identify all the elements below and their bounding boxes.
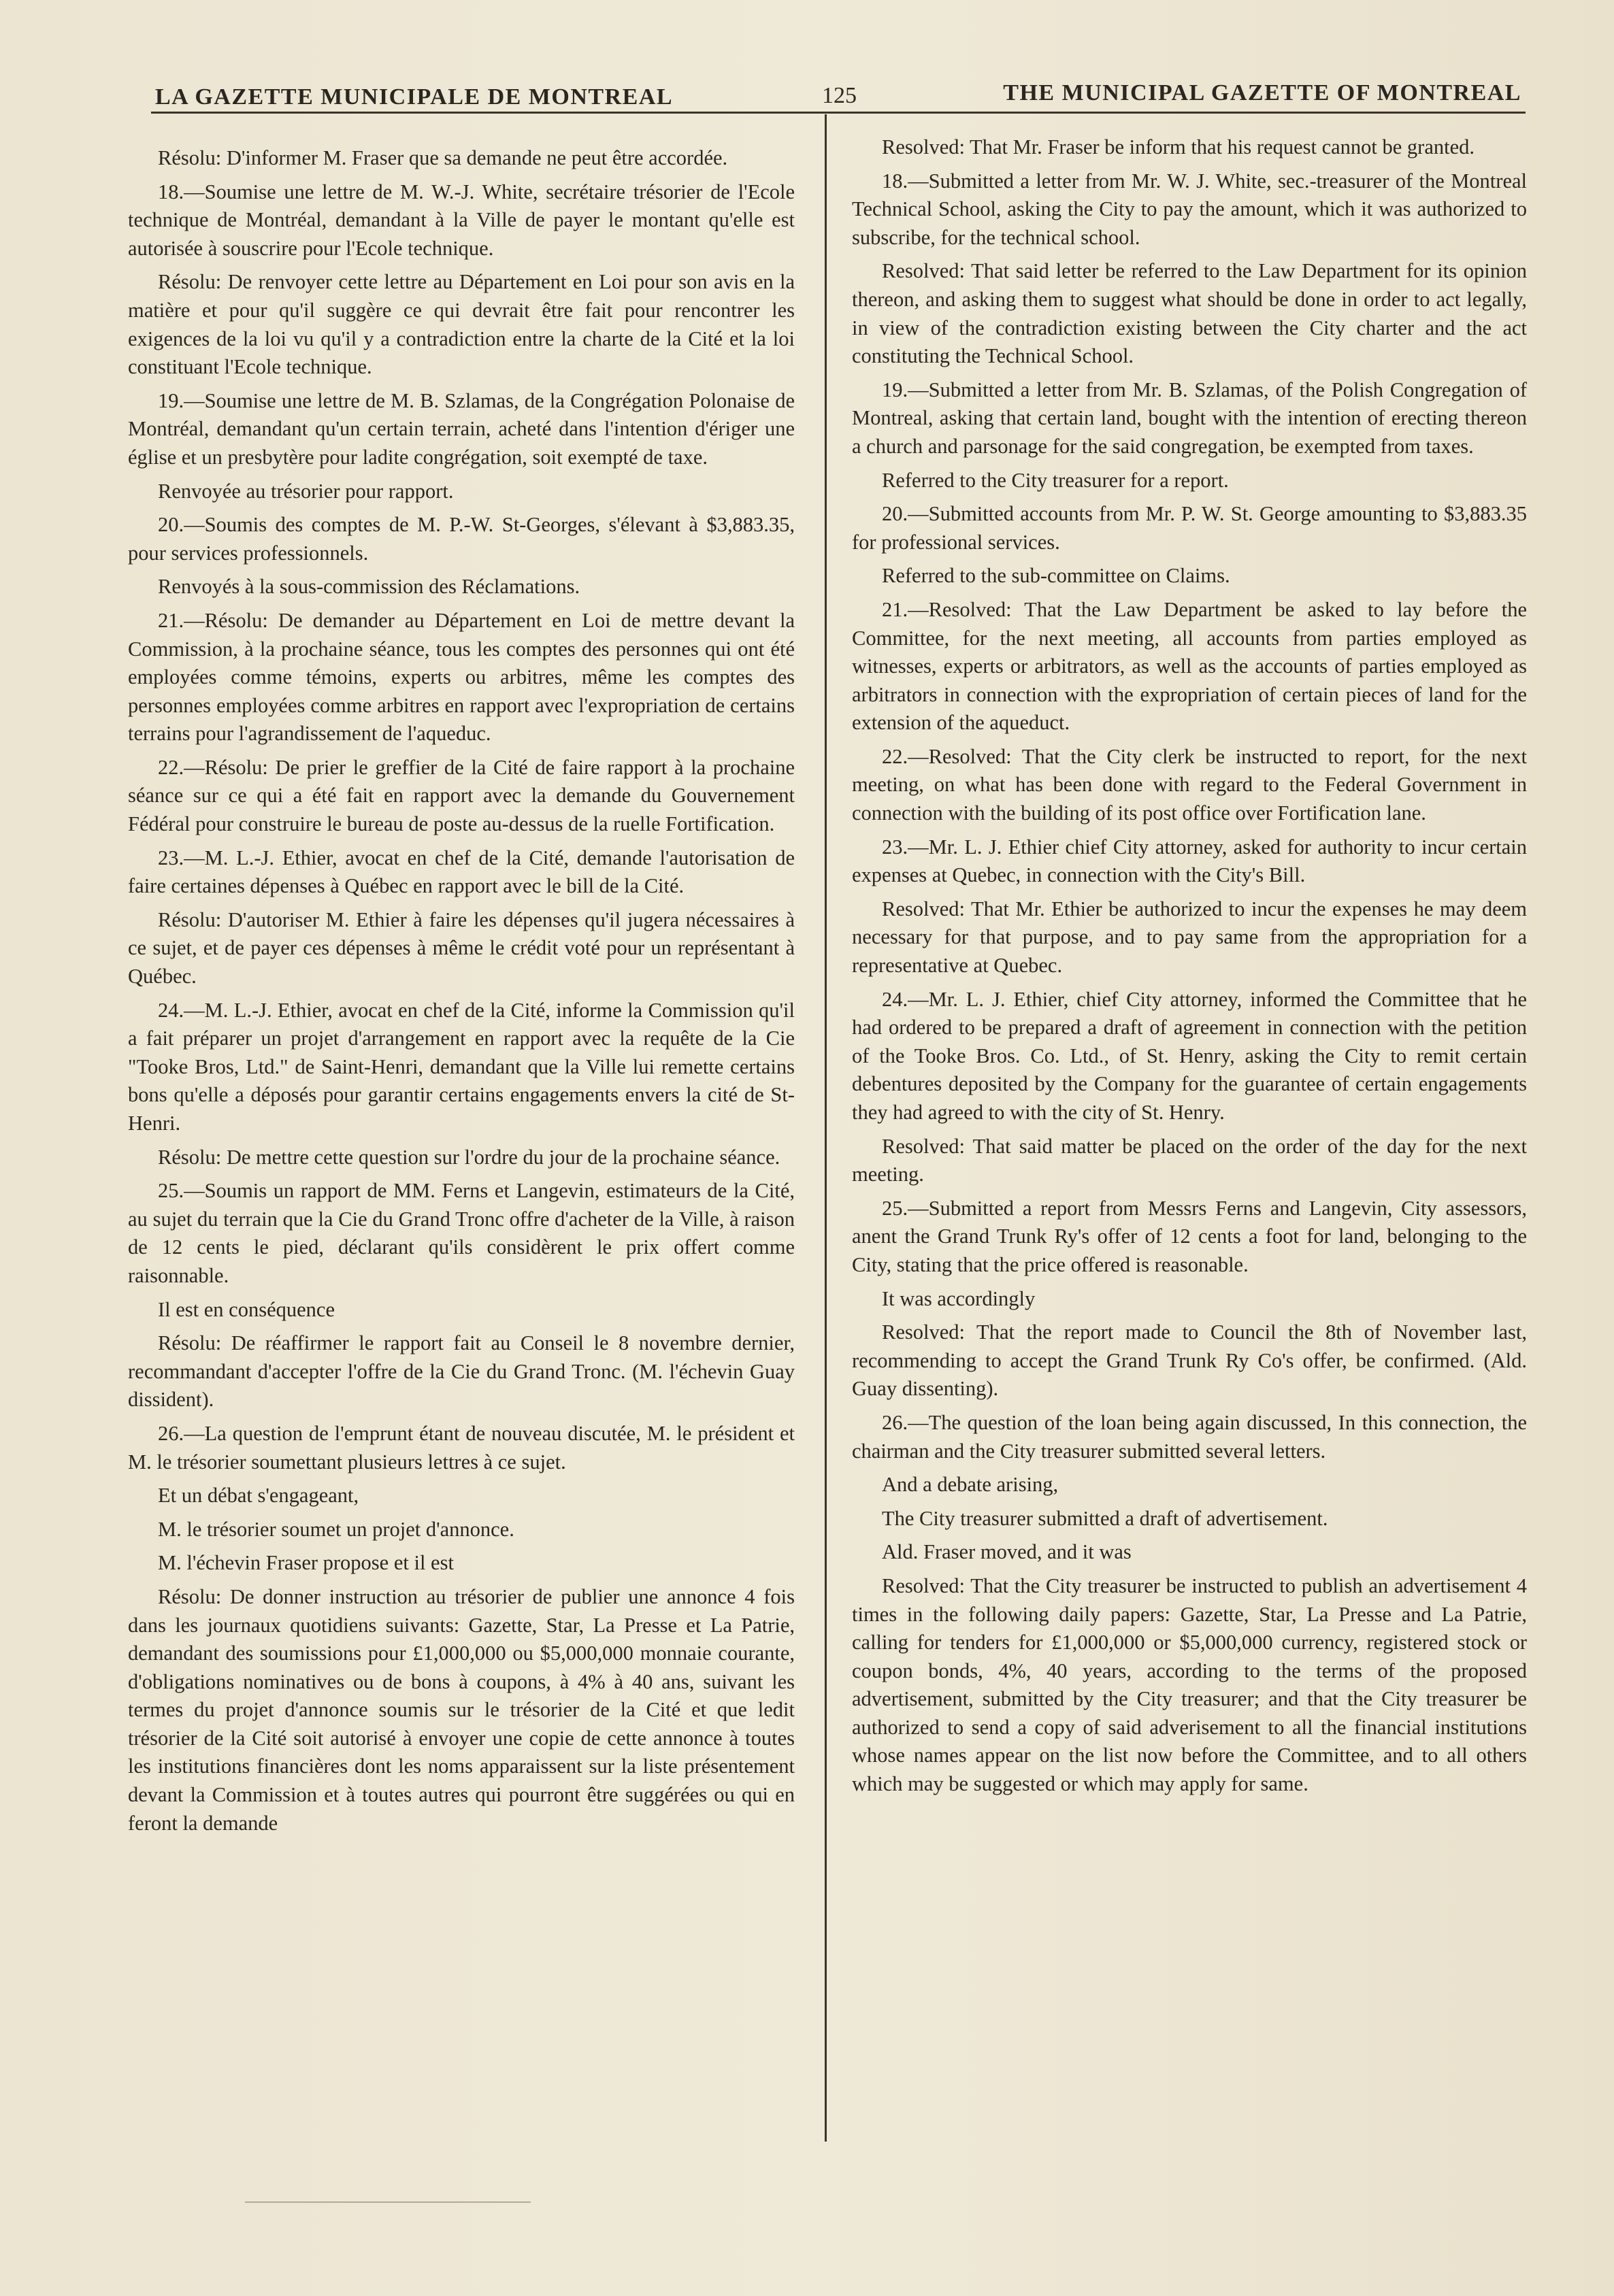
fr-paragraph: Résolu: D'informer M. Fraser que sa demande ne peut être accordée.: [158, 146, 728, 169]
french-column: [128, 144, 795, 2199]
en-paragraph: 19.—Submitted a letter from Mr. B. Szlamas, of the Polish Congregation of Montreal, asking that certain land, bought with the intention of erecting thereon a church and parsonage for the said congregation, be exempted from taxes.: [852, 378, 1527, 458]
page-number: 125: [822, 83, 857, 108]
column-divider: [825, 114, 827, 2142]
fr-paragraph: Résolu: De réaffirmer le rapport fait au Conseil le 8 novembre dernier, recommandant d'accepter l'offre de la Cie du Grand Tronc. (M. l'échevin Guay dissident).: [128, 1331, 795, 1412]
en-paragraph: Referred to the City treasurer for a report.: [882, 468, 1229, 492]
en-paragraph: 18.—Submitted a letter from Mr. W. J. White, sec.-treasurer of the Montreal Technical School, asking the City to pay the amount, which it was authorized to subscribe, for the technical school.: [852, 169, 1527, 249]
en-paragraph: Resolved: That the report made to Council the 8th of November last, recommending to accept the Grand Trunk Ry Co's offer, be confirmed. (Ald. Guay dissenting).: [852, 1320, 1527, 1401]
en-paragraph: It was accordingly: [882, 1286, 1036, 1310]
fr-paragraph: M. l'échevin Fraser propose et il est: [158, 1551, 454, 1575]
fr-paragraph: 21.—Résolu: De demander au Département en Loi de mettre devant la Commission, à la prochaine séance, tous les comptes des personnes qui ont été employées comme témoins, experts ou arbitres, même les comptes des personnes employées comme arbitres en rapport avec l'expropriation de certains terrains pour l'agrandissement de l'aqueduc.: [128, 608, 795, 746]
french-title: LA GAZETTE MUNICIPALE DE MONTREAL: [155, 84, 674, 110]
english-title: THE MUNICIPAL GAZETTE OF MONTREAL: [1003, 80, 1521, 105]
fr-paragraph: 26.—La question de l'emprunt étant de nouveau discutée, M. le président et M. le trésorier soumettant plusieurs lettres à ce sujet.: [128, 1421, 795, 1474]
fr-paragraph: Résolu: De donner instruction au trésorier de publier une annonce 4 fois dans les journaux quotidiens suivants: Gazette, Star, La Presse et La Patrie, demandant des soumissions pour £1,000,000 ou $5,000,000 monnaie courante, d'obligations nominatives ou de bons à coupons, à 4% à 40 ans, suivant les termes du projet d'annonce soumis sur le trésorier de la Cité et que ledit trésorier de la Cité soit autorisé à envoyer une copie de cette annonce à toutes les institutions financières dont les noms apparaissent sur la liste présentement devant la Commission et à toutes autres qui pourront être suggérées ou qui en feront la demande: [128, 1584, 795, 1835]
en-paragraph: Referred to the sub-committee on Claims.: [882, 564, 1230, 588]
en-paragraph: 24.—Mr. L. J. Ethier, chief City attorney, informed the Committee that he had ordered to be prepared a draft of agreement in connection with the petition of the Tooke Bros. Co. Ltd., of St. Henry, asking the City to remit certain debentures deposited by the Company for the guarantee of certain engagements they had agreed to with the city of St. Henry.: [852, 987, 1527, 1124]
en-paragraph: 23.—Mr. L. J. Ethier chief City attorney, asked for authority to incur certain expenses at Quebec, in connection with the City's Bill.: [852, 835, 1527, 887]
en-paragraph: 20.—Submitted accounts from Mr. P. W. St. George amounting to $3,883.35 for professional services.: [852, 502, 1527, 554]
en-paragraph: The City treasurer submitted a draft of advertisement.: [882, 1506, 1328, 1530]
fr-paragraph: Résolu: D'autoriser M. Ethier à faire les dépenses qu'il jugera nécessaires à ce sujet, et de payer ces dépenses à même le crédit voté pour un représentant à Québec.: [128, 908, 795, 988]
fr-paragraph: 23.—M. L.-J. Ethier, avocat en chef de la Cité, demande l'autorisation de faire certaines dépenses à Québec en rapport avec le bill de la Cité.: [128, 846, 795, 898]
en-paragraph: Resolved: That said letter be referred to the Law Department for its opinion thereon, and asking them to suggest what should be done in order to act legally, in view of the contradiction existing between the City charter and the act constituting the Technical School.: [852, 259, 1527, 368]
fr-paragraph: 19.—Soumise une lettre de M. B. Szlamas, de la Congrégation Polonaise de Montréal, demandant qu'un certain terrain, acheté dans l'intention d'ériger une église et un presbytère pour ladite congrégation, soit exempté de taxe.: [128, 388, 795, 469]
en-paragraph: 26.—The question of the loan being again discussed, In this connection, the chairman and the City treasurer submitted several letters.: [852, 1410, 1527, 1463]
fr-paragraph: Et un débat s'engageant,: [158, 1484, 359, 1508]
fr-paragraph: Résolu: De mettre cette question sur l'ordre du jour de la prochaine séance.: [158, 1145, 780, 1169]
fr-paragraph: Renvoyée au trésorier pour rapport.: [158, 479, 454, 503]
fr-paragraph: Résolu: De renvoyer cette lettre au Département en Loi pour son avis en la matière et pour qu'il suggère ce qui devrait être fait pour rencontrer les exigences de la loi vu qu'il y a contradiction entre la charte de la Cité et la loi constituant l'Ecole technique.: [128, 270, 795, 379]
fr-paragraph: 24.—M. L.-J. Ethier, avocat en chef de la Cité, informe la Commission qu'il a fait préparer un projet d'arrangement en rapport avec la requête de la Cie "Tooke Bros, Ltd." de Saint-Henri, demandant que la Ville lui remette certains bons qu'elle a déposés pour garantir certains engagements envers la cité de St-Henri.: [128, 998, 795, 1135]
en-paragraph: Resolved: That Mr. Fraser be inform that his request cannot be granted.: [882, 135, 1475, 159]
en-paragraph: Ald. Fraser moved, and it was: [882, 1540, 1132, 1564]
en-paragraph: And a debate arising,: [882, 1473, 1059, 1497]
en-paragraph: 22.—Resolved: That the City clerk be instructed to report, for the next meeting, on what has been done with regard to the Federal Government in connection with the building of its post office over Fortification lane.: [852, 744, 1527, 825]
en-paragraph: Resolved: That Mr. Ethier be authorized to incur the expenses he may deem necessary for that purpose, and to pay same from the appropriation for a representative at Quebec.: [852, 897, 1527, 978]
en-paragraph: 21.—Resolved: That the Law Department be asked to lay before the Committee, for the next meeting, all accounts from parties employed as witnesses, experts or arbitrators, as well as the accounts of parties employed as arbitrators in connection with the expropriation of certain pieces of land for the extension of the aqueduct.: [852, 597, 1527, 735]
fr-paragraph: Renvoyés à la sous-commission des Réclamations.: [158, 575, 580, 599]
en-paragraph: 25.—Submitted a report from Messrs Ferns and Langevin, City assessors, anent the Grand Trunk Ry's offer of 12 cents a foot for land, belonging to the City, stating that the price offered is reasonable.: [852, 1196, 1527, 1276]
en-paragraph: Resolved: That said matter be placed on the order of the day for the next meeting.: [852, 1134, 1527, 1186]
fr-paragraph: 18.—Soumise une lettre de M. W.-J. White, secrétaire trésorier de l'Ecole technique de Montréal, demandant à la Ville de payer le montant qu'elle est autorisée à souscrire pour l'Ecole technique.: [128, 180, 795, 260]
header-rule: [151, 112, 1526, 114]
fr-paragraph: Il est en conséquence: [158, 1297, 335, 1321]
english-column: [852, 133, 1527, 2188]
en-paragraph: Resolved: That the City treasurer be instructed to publish an advertisement 4 times in the following daily papers: Gazette, Star, La Presse and La Patrie, calling for tenders for £1,000,000 or $5,000,000 currency, registered stock or coupon bonds, 4%, 40 years, according to the terms of the proposed advertisement, submitted by the City treasurer; and that the City treasurer be authorized to send a copy of said adverisement to all the financial institutions whose names appear on the list now before the Committee, and to all others which may be suggested or which may apply for same.: [852, 1574, 1527, 1796]
fr-paragraph: 25.—Soumis un rapport de MM. Ferns et Langevin, estimateurs de la Cité, au sujet du terrain que la Cie du Grand Tronc offre d'acheter de la Ville, à raison de 12 cents le pied, déclarant qu'ils considèrent le prix offert comme raisonnable.: [128, 1179, 795, 1287]
fr-paragraph: M. le trésorier soumet un projet d'annonce.: [158, 1517, 514, 1541]
footer-rule: [245, 2201, 531, 2203]
fr-paragraph: 22.—Résolu: De prier le greffier de la Cité de faire rapport à la prochaine séance sur ce qui a été fait en rapport avec la demande du Gouvernement Fédéral pour construire le bureau de poste au-dessus de la ruelle Fortification.: [128, 755, 795, 836]
fr-paragraph: 20.—Soumis des comptes de M. P.-W. St-Georges, s'élevant à $3,883.35, pour services professionnels.: [128, 513, 795, 565]
